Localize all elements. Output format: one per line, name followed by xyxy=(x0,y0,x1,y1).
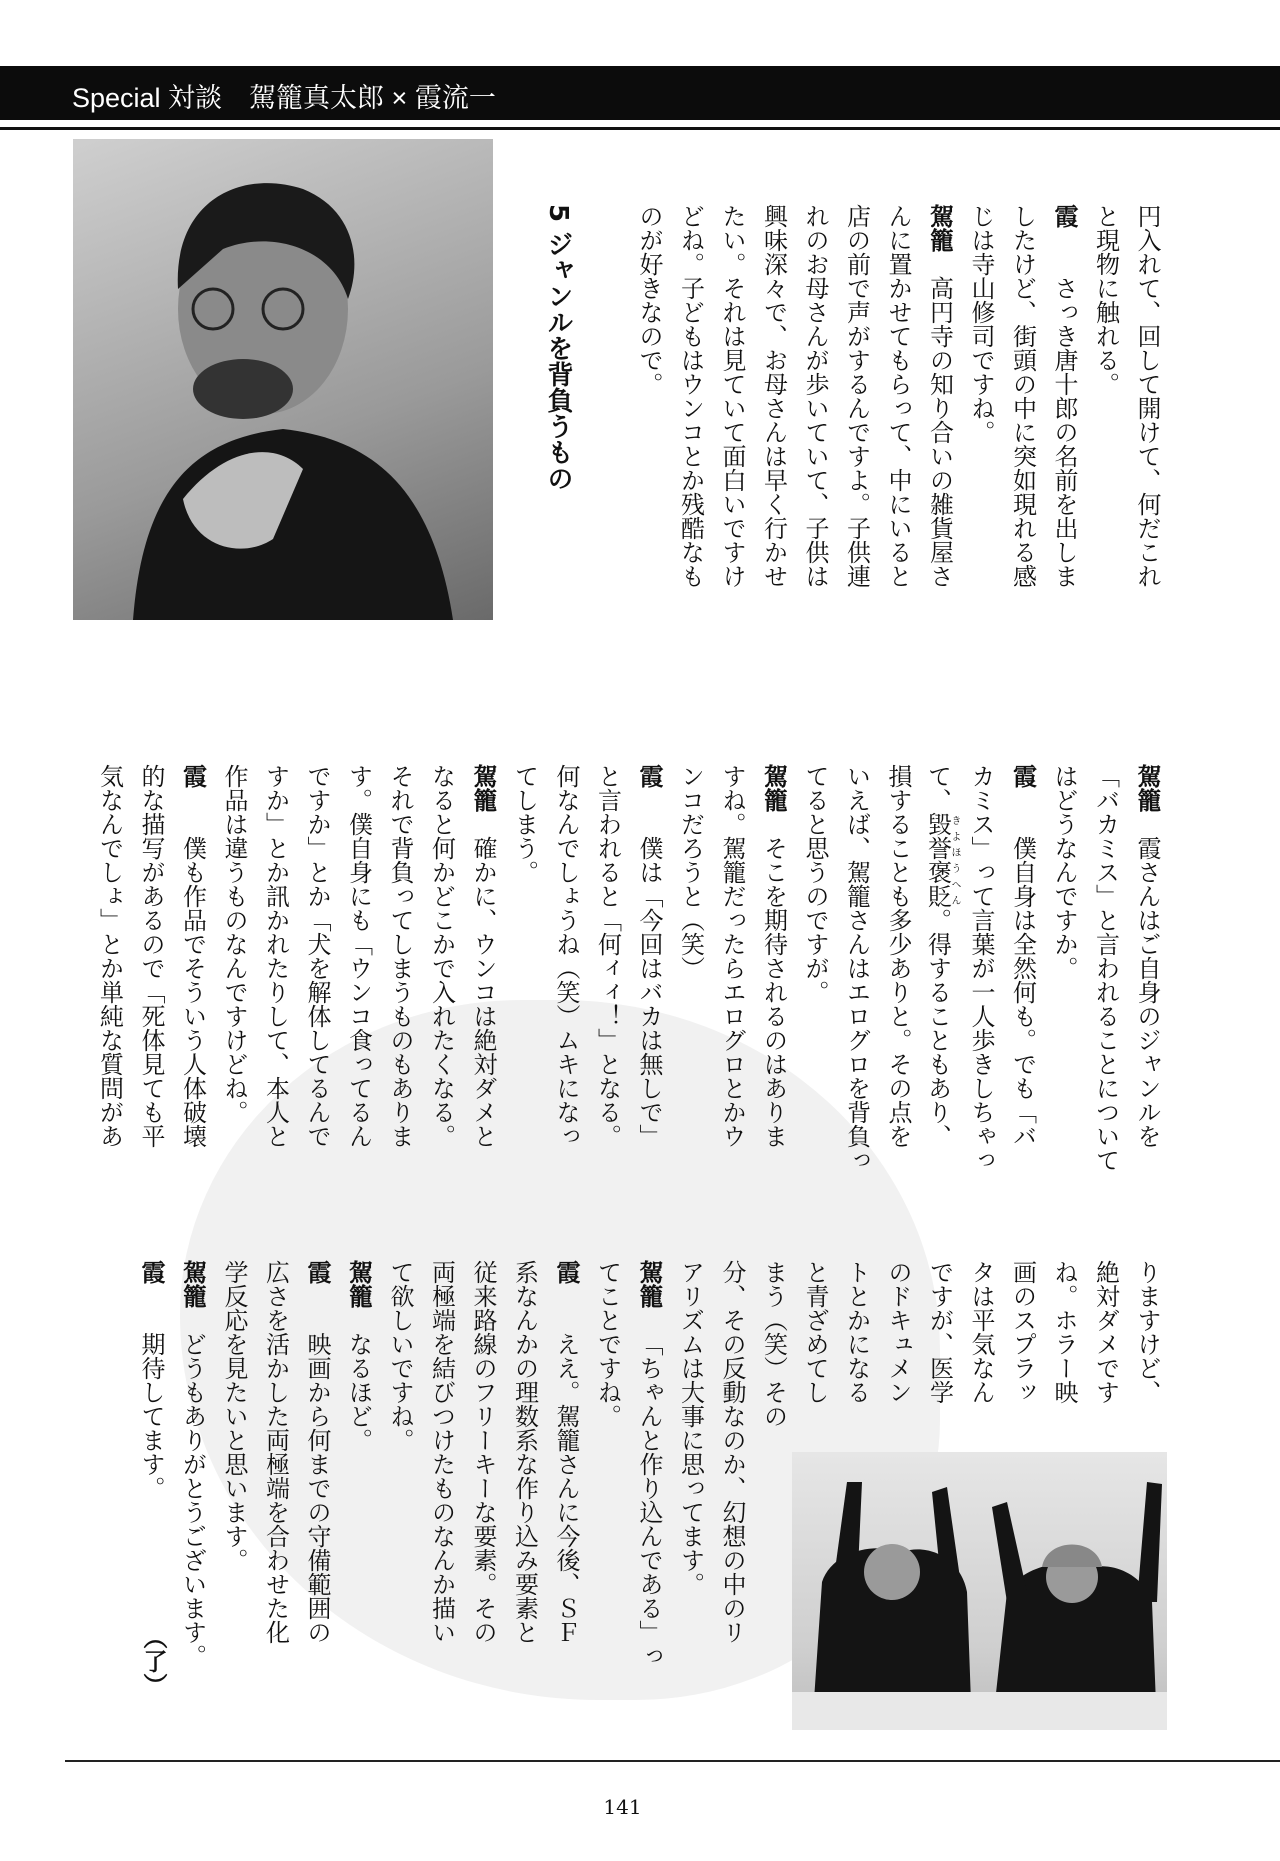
text-column xyxy=(918,204,960,624)
portrait-silhouette-icon xyxy=(73,139,493,620)
article-text-middle xyxy=(88,764,1167,1184)
text-column xyxy=(669,1260,711,1680)
column-text: 気なんでしょ」とか単純な質問があ xyxy=(95,764,124,1148)
column-text: 広さを活かした両極端を合わせた化 xyxy=(261,1260,290,1644)
text-column xyxy=(835,764,877,1184)
column-text: ですが、医学 xyxy=(925,1260,954,1404)
column-text: すね。駕籠だったらエログロとかウ xyxy=(718,764,746,1148)
column-text: れのお母さんが歩いていて、子供は xyxy=(801,204,829,588)
column-text: カミス」って言葉が一人歩きしちゃっ xyxy=(967,764,995,1172)
text-column xyxy=(296,1260,338,1680)
column-text: はどうなんですか。 xyxy=(1050,764,1078,980)
speaker-label: 霞 xyxy=(303,1260,331,1284)
column-text: 分、その反動なのか、幻想の中のリ xyxy=(718,1260,746,1644)
text-column xyxy=(877,764,919,1184)
article-text-top xyxy=(628,204,1168,624)
text-column xyxy=(254,764,296,1184)
column-text: 絶対ダメです xyxy=(1091,1260,1120,1404)
column-text: なるほど。 xyxy=(344,1332,373,1452)
column-text: て、 xyxy=(923,764,952,812)
column-text: てると思うのですが。 xyxy=(801,764,829,1004)
column-text: 的な描写があるので「死体見ても平 xyxy=(137,764,165,1148)
text-column xyxy=(794,204,836,624)
text-column xyxy=(462,1260,504,1680)
text-column xyxy=(711,204,753,624)
column-text: りますけど、 xyxy=(1133,1260,1161,1404)
speaker-label: 霞 xyxy=(137,1260,165,1284)
column-text: 僕は「今回はバカは無しで」 xyxy=(635,836,663,1148)
column-text: と青ざめてし xyxy=(801,1260,829,1404)
speaker-label: 駕籠 xyxy=(925,204,954,252)
column-text: アリズムは大事に思ってます。 xyxy=(676,1260,705,1596)
text-column xyxy=(296,764,338,1184)
text-column xyxy=(1001,204,1043,624)
text-column xyxy=(88,764,130,1184)
header-title: Special 対談 駕籠真太郎 × 霞流一 xyxy=(72,83,496,113)
column-text: 興味深々で、お母さんは早く行かせ xyxy=(759,204,788,588)
column-text: 両極端を結びつけたものなんか描い xyxy=(427,1260,456,1644)
column-text: なると何かどこかで入れたくなる。 xyxy=(427,764,456,1148)
column-text: じは寺山修司ですね。 xyxy=(967,204,995,444)
section-headline: 5 ジャンルを背負うもの xyxy=(543,204,573,492)
speaker-label: 霞 xyxy=(1008,764,1037,788)
text-column xyxy=(213,764,255,1184)
text-column xyxy=(1126,204,1168,624)
speaker-label: 霞 xyxy=(635,764,663,788)
text-column xyxy=(752,204,794,624)
speaker-label: 駕籠 xyxy=(635,1260,663,1308)
speaker-label: 駕籠 xyxy=(344,1260,373,1308)
text-column xyxy=(171,764,213,1184)
text-column xyxy=(752,1260,794,1680)
speaker-label: 霞 xyxy=(1050,204,1078,228)
text-column xyxy=(628,1260,670,1680)
column-text: 高円寺の知り合いの雑貨屋さ xyxy=(925,276,954,588)
column-text: 学反応を見たいと思います。 xyxy=(220,1260,248,1572)
column-text: すか」とか訊かれたりして、本人と xyxy=(261,764,290,1148)
interview-photo-portrait xyxy=(73,139,493,620)
text-column xyxy=(960,764,1002,1184)
speaker-label: 駕籠 xyxy=(759,764,788,812)
column-text: てしまう。 xyxy=(510,764,539,884)
interview-photo-duo xyxy=(792,1452,1167,1730)
column-text: 系なんかの理数系な作り込み要素と xyxy=(510,1260,539,1644)
column-text: どね。子どもはウンコとか残酷なも xyxy=(676,204,705,588)
text-column xyxy=(503,1260,545,1680)
column-text: タは平気なん xyxy=(967,1260,995,1404)
text-column xyxy=(628,764,670,1184)
text-column xyxy=(171,1260,213,1680)
speaker-label: 駕籠 xyxy=(178,1260,207,1308)
column-text: 何なんでしょうね（笑）ムキになっ xyxy=(552,764,580,1148)
column-text: 画のスプラッ xyxy=(1008,1260,1037,1404)
text-column xyxy=(586,764,628,1184)
ruby-reading: きよほうへん xyxy=(949,812,960,908)
speaker-label: 霞 xyxy=(178,764,207,788)
text-column xyxy=(379,764,421,1184)
ruby-base: 毀誉褒貶 xyxy=(923,812,952,908)
column-text: んに置かせてもらって、中にいると xyxy=(884,204,912,588)
text-column xyxy=(1043,764,1085,1184)
text-column xyxy=(669,764,711,1184)
header-rule xyxy=(0,127,1280,130)
text-column xyxy=(420,1260,462,1680)
text-column xyxy=(379,1260,421,1680)
speaker-label: 霞 xyxy=(552,1260,580,1284)
text-column xyxy=(337,1260,379,1680)
text-column xyxy=(711,764,753,1184)
text-column xyxy=(130,1260,172,1680)
text-column xyxy=(545,764,587,1184)
text-column xyxy=(1043,204,1085,624)
column-text: ね。ホラー映 xyxy=(1050,1260,1078,1404)
text-column xyxy=(420,764,462,1184)
text-column xyxy=(545,1260,587,1680)
column-text: のドキュメン xyxy=(884,1260,912,1404)
text-column xyxy=(254,1260,296,1680)
text-column xyxy=(752,764,794,1184)
text-column xyxy=(794,764,836,1184)
text-column xyxy=(337,764,379,1184)
column-text: て欲しいですね。 xyxy=(386,1260,414,1452)
page-number: 141 xyxy=(603,1795,642,1819)
column-text: 。得することもあり、 xyxy=(923,908,952,1148)
column-text: したけど、街頭の中に突如現れる感 xyxy=(1008,204,1037,588)
column-text: 損することも多少ありと。その点を xyxy=(884,764,912,1148)
column-text: そこを期待されるのはありま xyxy=(759,836,788,1148)
column-text: す。僕自身にも「ウンコ食ってるん xyxy=(344,764,373,1148)
column-text: のが好きなので。 xyxy=(635,204,663,396)
column-text: たい。それは見ていて面白いですけ xyxy=(718,204,746,588)
column-text: 映画から何までの守備範囲の xyxy=(303,1332,331,1644)
text-column xyxy=(960,204,1002,624)
text-column xyxy=(1126,764,1168,1184)
ruby-word xyxy=(923,812,960,908)
column-text: ンコだろうと（笑） xyxy=(676,764,705,980)
column-text: ええ。駕籠さんに今後、ＳＦ xyxy=(552,1332,580,1644)
column-text: 「バカミス」と言われることについて xyxy=(1091,764,1120,1172)
column-text: 従来路線のフリーキーな要素。その xyxy=(469,1260,497,1644)
column-text: 確かに、ウンコは絶対ダメと xyxy=(469,836,497,1148)
column-text: 作品は違うものなんですけどね。 xyxy=(220,764,248,1124)
text-column xyxy=(1084,764,1126,1184)
column-text: いえば、駕籠さんはエログロを背負っ xyxy=(842,764,871,1172)
text-column xyxy=(918,764,960,1184)
column-text: 僕も作品でそういう人体破壊 xyxy=(178,836,207,1148)
text-column xyxy=(1001,764,1043,1184)
column-text: どうもありがとうございます。 xyxy=(178,1332,207,1668)
column-text: と言われると「何ィィ！」となる。 xyxy=(593,764,622,1148)
text-column xyxy=(628,204,670,624)
end-mark: （了） xyxy=(139,1625,167,1697)
column-text: さっき唐十郎の名前を出しま xyxy=(1050,276,1078,588)
text-column xyxy=(1084,204,1126,624)
footer-rule xyxy=(65,1760,1280,1762)
speaker-label: 駕籠 xyxy=(469,764,497,812)
column-text: ですか」とか「犬を解体してるんで xyxy=(303,764,331,1148)
text-column xyxy=(213,1260,255,1680)
column-text: まう（笑）その xyxy=(759,1260,788,1428)
column-text: それで背負ってしまうものもありま xyxy=(386,764,414,1148)
text-column xyxy=(877,204,919,624)
column-text: 店の前で声がするんですよ。子供連 xyxy=(842,204,871,588)
text-column xyxy=(503,764,545,1184)
column-text: 円入れて、回して開けて、何だこれ xyxy=(1133,204,1161,588)
column-text: 僕自身は全然何も。でも「バ xyxy=(1008,836,1037,1148)
speaker-label: 駕籠 xyxy=(1133,764,1161,812)
column-text: 霞さんはご自身のジャンルを xyxy=(1133,836,1161,1148)
text-column xyxy=(130,764,172,1184)
text-column xyxy=(711,1260,753,1680)
column-text: てことですね。 xyxy=(593,1260,622,1428)
text-column xyxy=(462,764,504,1184)
text-column xyxy=(669,204,711,624)
column-text: 期待してます。 xyxy=(137,1332,165,1500)
text-column xyxy=(586,1260,628,1680)
column-text: 「ちゃんと作り込んである」っ xyxy=(635,1332,663,1668)
duo-silhouette-icon xyxy=(792,1452,1167,1730)
text-column xyxy=(835,204,877,624)
column-text: と現物に触れる。 xyxy=(1091,204,1120,396)
column-text: トとかになる xyxy=(842,1260,871,1404)
